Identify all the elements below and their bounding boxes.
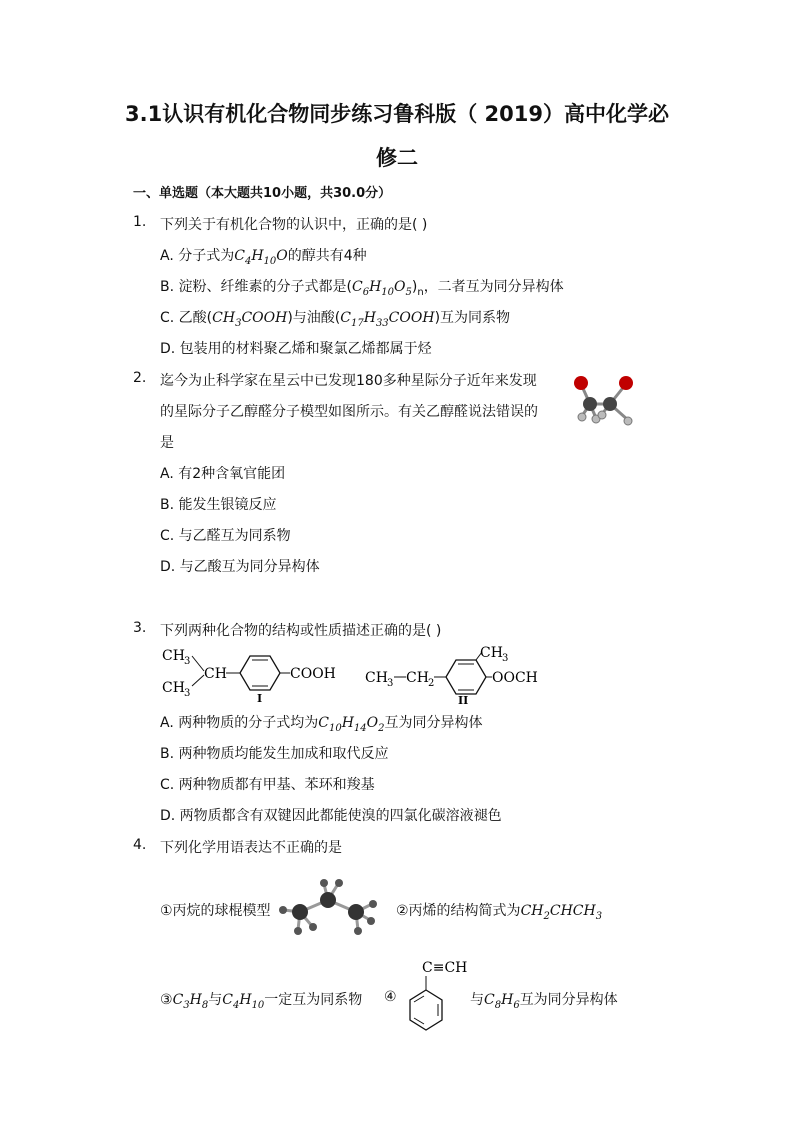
svg-text:CH: CH bbox=[162, 680, 185, 696]
q4-item-4: 与$C_8H_6$互为同分异构体 bbox=[470, 992, 618, 1011]
q1-stem: 下列关于有机化合物的认识中，正确的是( ) bbox=[160, 217, 428, 233]
q4-item-3: $③C_3H_8$与$C_4H_{10}$一定互为同系物 bbox=[160, 992, 363, 1011]
compound-ii bbox=[365, 645, 538, 706]
page-title-line1: 3.1认识有机化合物同步练习鲁科版（ 2019）高中化学必 bbox=[125, 102, 669, 126]
svg-text:II: II bbox=[458, 694, 469, 706]
page-title-line2: 修二 bbox=[376, 146, 418, 170]
propane-ball-stick-model bbox=[276, 876, 382, 936]
q3-number: 3. bbox=[133, 620, 147, 636]
svg-text:2: 2 bbox=[428, 678, 435, 689]
svg-text:CH: CH bbox=[406, 670, 429, 686]
benzene-ring bbox=[446, 660, 486, 694]
q4-number: 4. bbox=[133, 837, 147, 853]
benzene-ring bbox=[410, 990, 442, 1030]
q2-option-b[interactable]: B. 能发生银镜反应 bbox=[160, 497, 277, 513]
svg-text:I: I bbox=[257, 692, 263, 705]
carbon-atom bbox=[583, 397, 597, 411]
carbon-atom bbox=[348, 904, 364, 920]
hydrogen-atom bbox=[578, 413, 586, 421]
hydrogen-atom bbox=[294, 927, 302, 935]
q2-option-c[interactable]: C. 与乙醛互为同系物 bbox=[160, 528, 291, 544]
q1-option-c[interactable]: C. 乙酸$(CH_3COOH)$与油酸$(C_{17}H_{33}COOH)$互为同系物 bbox=[160, 310, 511, 329]
q2-number: 2. bbox=[133, 370, 147, 386]
q3-option-a[interactable]: A. 两种物质的分子式均为$C_{10}H_{14}O_2$互为同分异构体 bbox=[160, 715, 483, 734]
q2-stem-line1: 迄今为止科学家在星云中已发现180多种星际分子近年来发现 bbox=[160, 373, 537, 389]
hydrogen-atom bbox=[279, 906, 287, 914]
q3-option-b[interactable]: B. 两种物质均能发生加成和取代反应 bbox=[160, 746, 389, 762]
hydrogen-atom bbox=[335, 879, 343, 887]
hydrogen-atom bbox=[354, 927, 362, 935]
svg-text:3: 3 bbox=[184, 656, 191, 667]
svg-text:CH: CH bbox=[204, 666, 227, 682]
benzene-ring bbox=[240, 656, 280, 690]
q2-option-d[interactable]: D. 与乙酸互为同分异构体 bbox=[160, 559, 320, 575]
q2-stem-line2: 的星际分子乙醇醛分子模型如图所示。有关乙醇醛说法错误的 bbox=[160, 404, 538, 420]
hydrogen-atom bbox=[320, 879, 328, 887]
carbon-atom bbox=[320, 892, 336, 908]
section-heading: 一、单选题（本大题共10小题，共30.0分） bbox=[133, 186, 392, 201]
phenylacetylene-structure bbox=[404, 954, 474, 1038]
q3-stem: 下列两种化合物的结构或性质描述正确的是( ) bbox=[160, 623, 442, 639]
oxygen-atom bbox=[574, 376, 588, 390]
svg-text:3: 3 bbox=[502, 653, 509, 664]
carbon-atom bbox=[603, 397, 617, 411]
q4-stem: 下列化学用语表达不正确的是 bbox=[160, 840, 342, 856]
q3-option-d[interactable]: D. 两物质都含有双键因此都能使溴的四氯化碳溶液褪色 bbox=[160, 808, 502, 824]
hydrogen-atom bbox=[598, 411, 606, 419]
q3-option-c[interactable]: C. 两种物质都有甲基、苯环和羧基 bbox=[160, 777, 375, 793]
q2-stem-line3: 是 bbox=[160, 435, 174, 451]
hydrogen-atom bbox=[624, 417, 632, 425]
q2-option-a[interactable]: A. 有2种含氧官能团 bbox=[160, 466, 286, 482]
svg-text:OOCH: OOCH bbox=[492, 670, 538, 686]
q3-structures bbox=[160, 640, 550, 706]
oxygen-atom bbox=[619, 376, 633, 390]
q1-option-d[interactable]: D. 包装用的材料聚乙烯和聚氯乙烯都属于烃 bbox=[160, 341, 432, 357]
svg-text:C≡CH: C≡CH bbox=[422, 960, 468, 976]
svg-text:CH: CH bbox=[480, 645, 503, 661]
hydrogen-atom bbox=[367, 917, 375, 925]
carbon-atom bbox=[292, 904, 308, 920]
glycolaldehyde-ball-stick-model bbox=[566, 370, 646, 430]
q1-option-a[interactable]: A. 分子式为$C_4H_{10}O$的醇共有4种 bbox=[160, 248, 367, 267]
svg-text:CH: CH bbox=[162, 648, 185, 664]
q1-option-b[interactable]: B. 淀粉、纤维素的分子式都是$(C_6H_{10}O_5)_n$，二者互为同分异构体 bbox=[160, 279, 564, 298]
q4-item-4-number: ④ bbox=[384, 989, 397, 1005]
compound-i bbox=[162, 648, 336, 705]
svg-text:3: 3 bbox=[387, 678, 394, 689]
svg-text:COOH: COOH bbox=[290, 666, 336, 682]
q4-item-2: ②丙烯的结构简式为$CH_2CHCH_3$ bbox=[396, 903, 603, 922]
q4-item-1: ①丙烷的球棍模型 bbox=[160, 903, 271, 919]
svg-text:CH: CH bbox=[365, 670, 388, 686]
svg-text:3: 3 bbox=[184, 688, 191, 699]
q1-number: 1. bbox=[133, 214, 147, 230]
hydrogen-atom bbox=[369, 900, 377, 908]
hydrogen-atom bbox=[309, 923, 317, 931]
